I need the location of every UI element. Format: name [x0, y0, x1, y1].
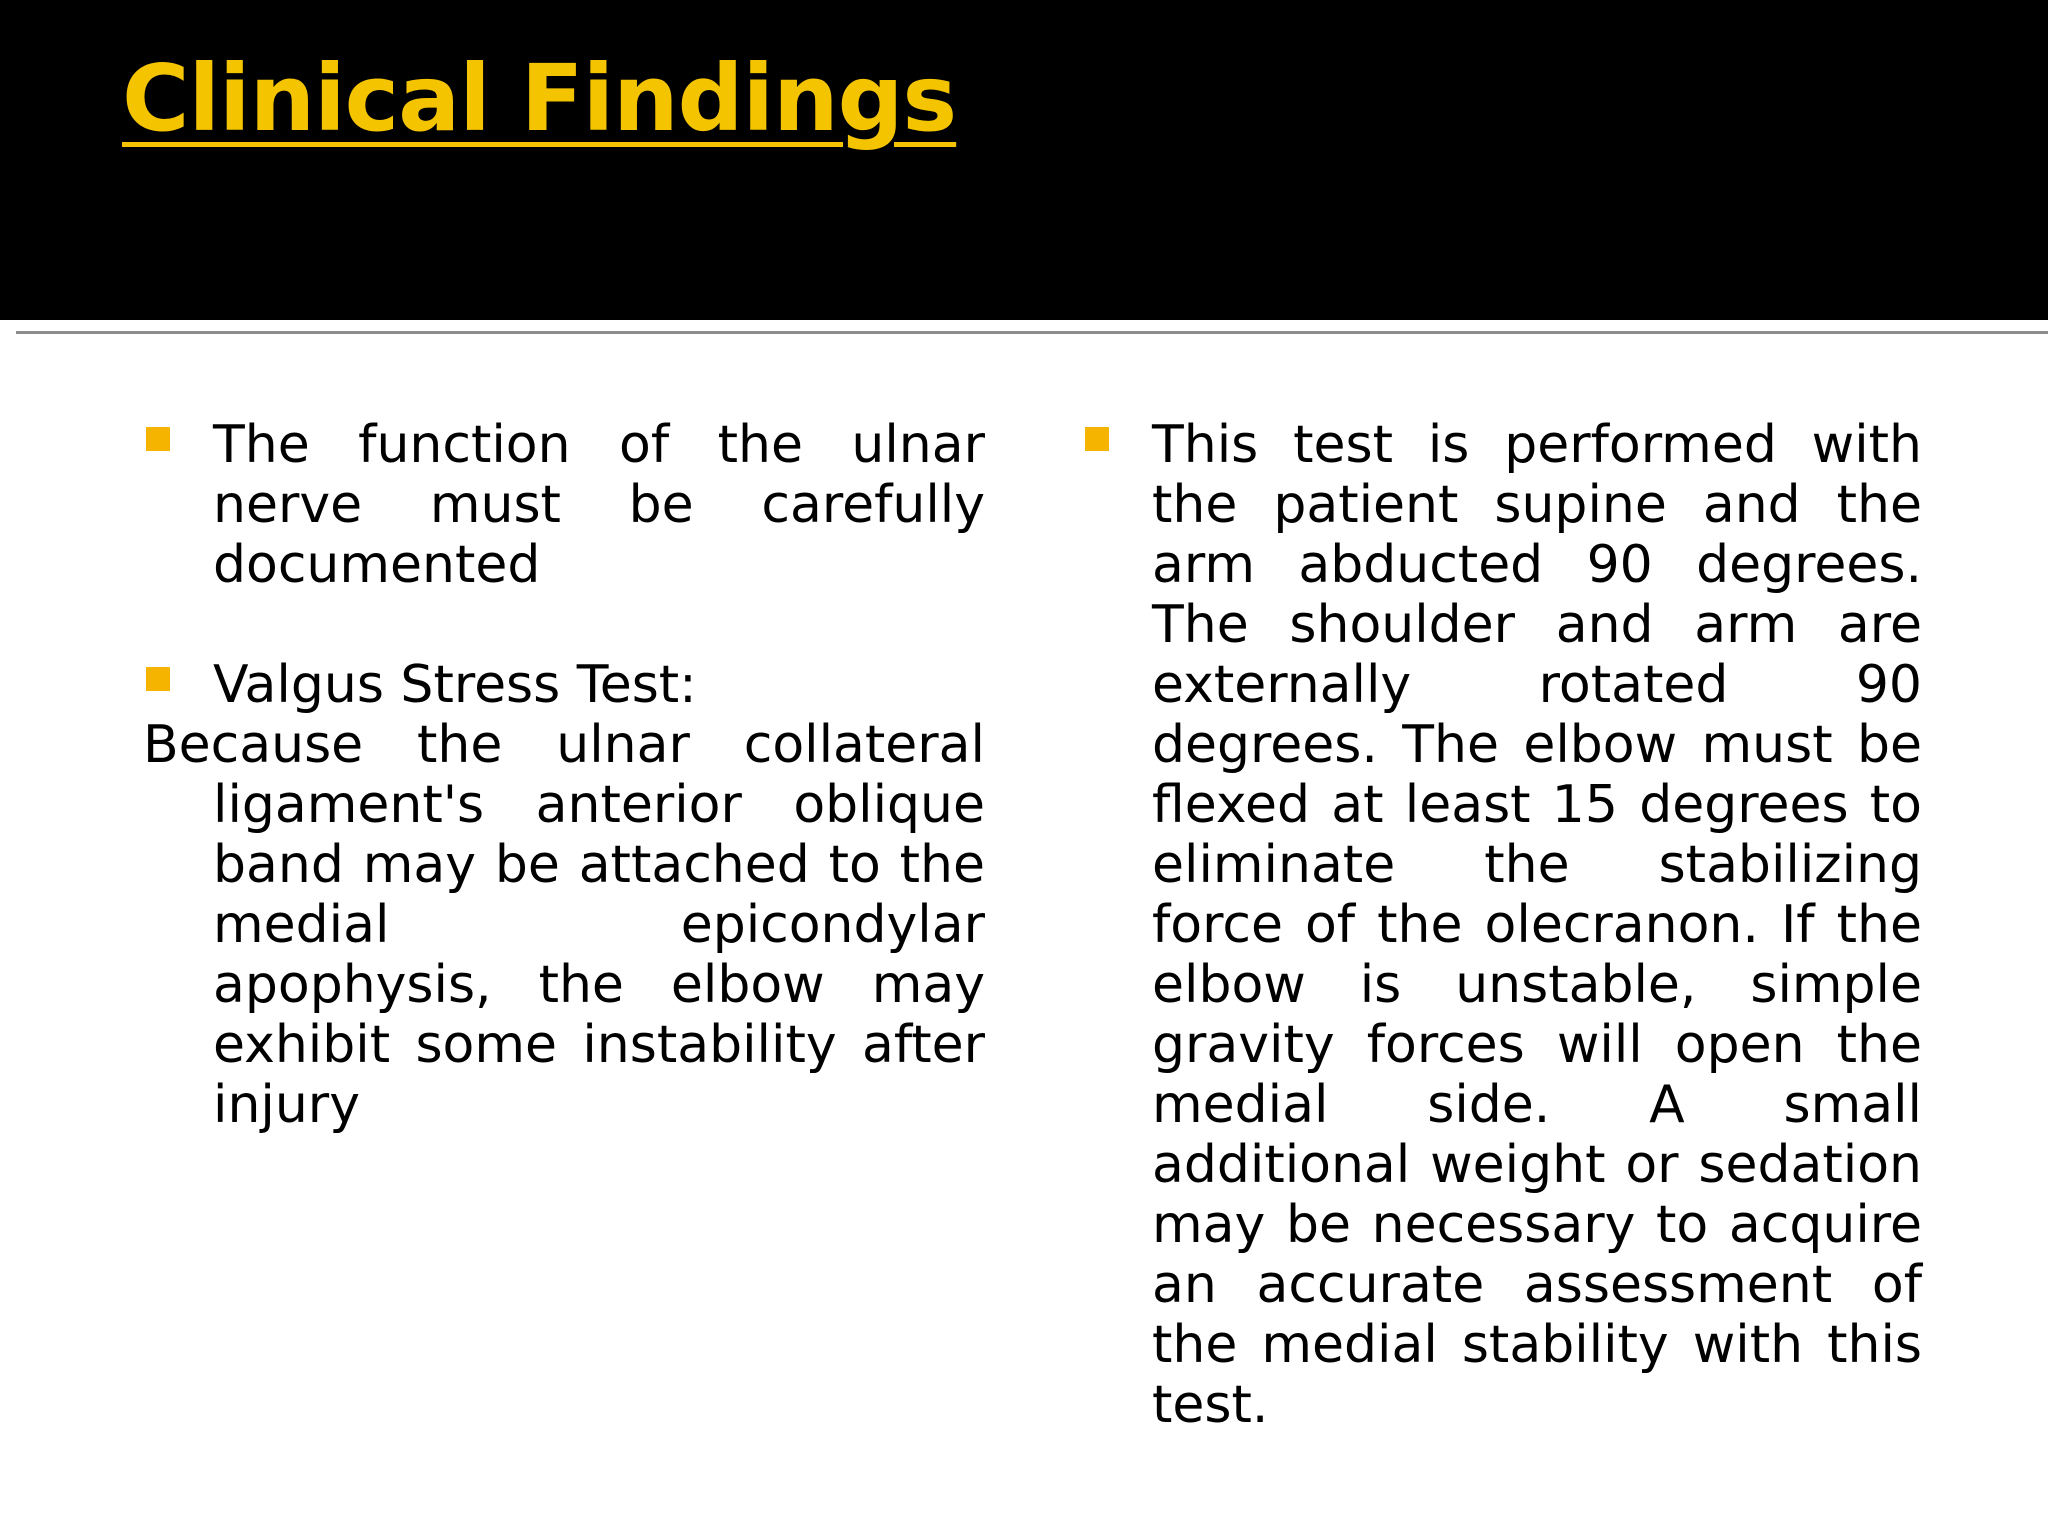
paragraph-spacer [143, 595, 985, 655]
square-bullet-icon [1085, 427, 1109, 451]
bullet-text: This test is performed with the patient supine and the arm abducted 90 degrees. The shoulder and arm are externally rotated 90 degrees. The elbow must be flexed at least 15 degrees to eliminate the stabilizing force of the olecranon. If the elbow is unstable, simple gravity forces will open the medial side. A small additional weight or sedation may be necessary to acquire an accurate assessment of the medial stability with this test. [1152, 415, 1922, 1435]
slide-title: Clinical Findings [122, 45, 957, 152]
bullet-text: The function of the ulnar nerve must be carefully documented [213, 415, 985, 595]
square-bullet-icon [146, 667, 170, 691]
square-bullet-icon [146, 427, 170, 451]
title-band [0, 0, 2048, 320]
left-column [143, 415, 985, 1135]
bullet-item [143, 655, 985, 715]
body-paragraph: Because the ulnar collateral ligament's anterior oblique band may be attached to the medial epicondylar apophysis, the elbow may exhibit some instability after injury [143, 715, 985, 1135]
bullet-item [1082, 415, 1922, 1435]
bullet-text: Valgus Stress Test: [213, 655, 697, 715]
title-divider [16, 331, 2048, 334]
right-column [1082, 415, 1922, 1435]
bullet-item [143, 415, 985, 595]
